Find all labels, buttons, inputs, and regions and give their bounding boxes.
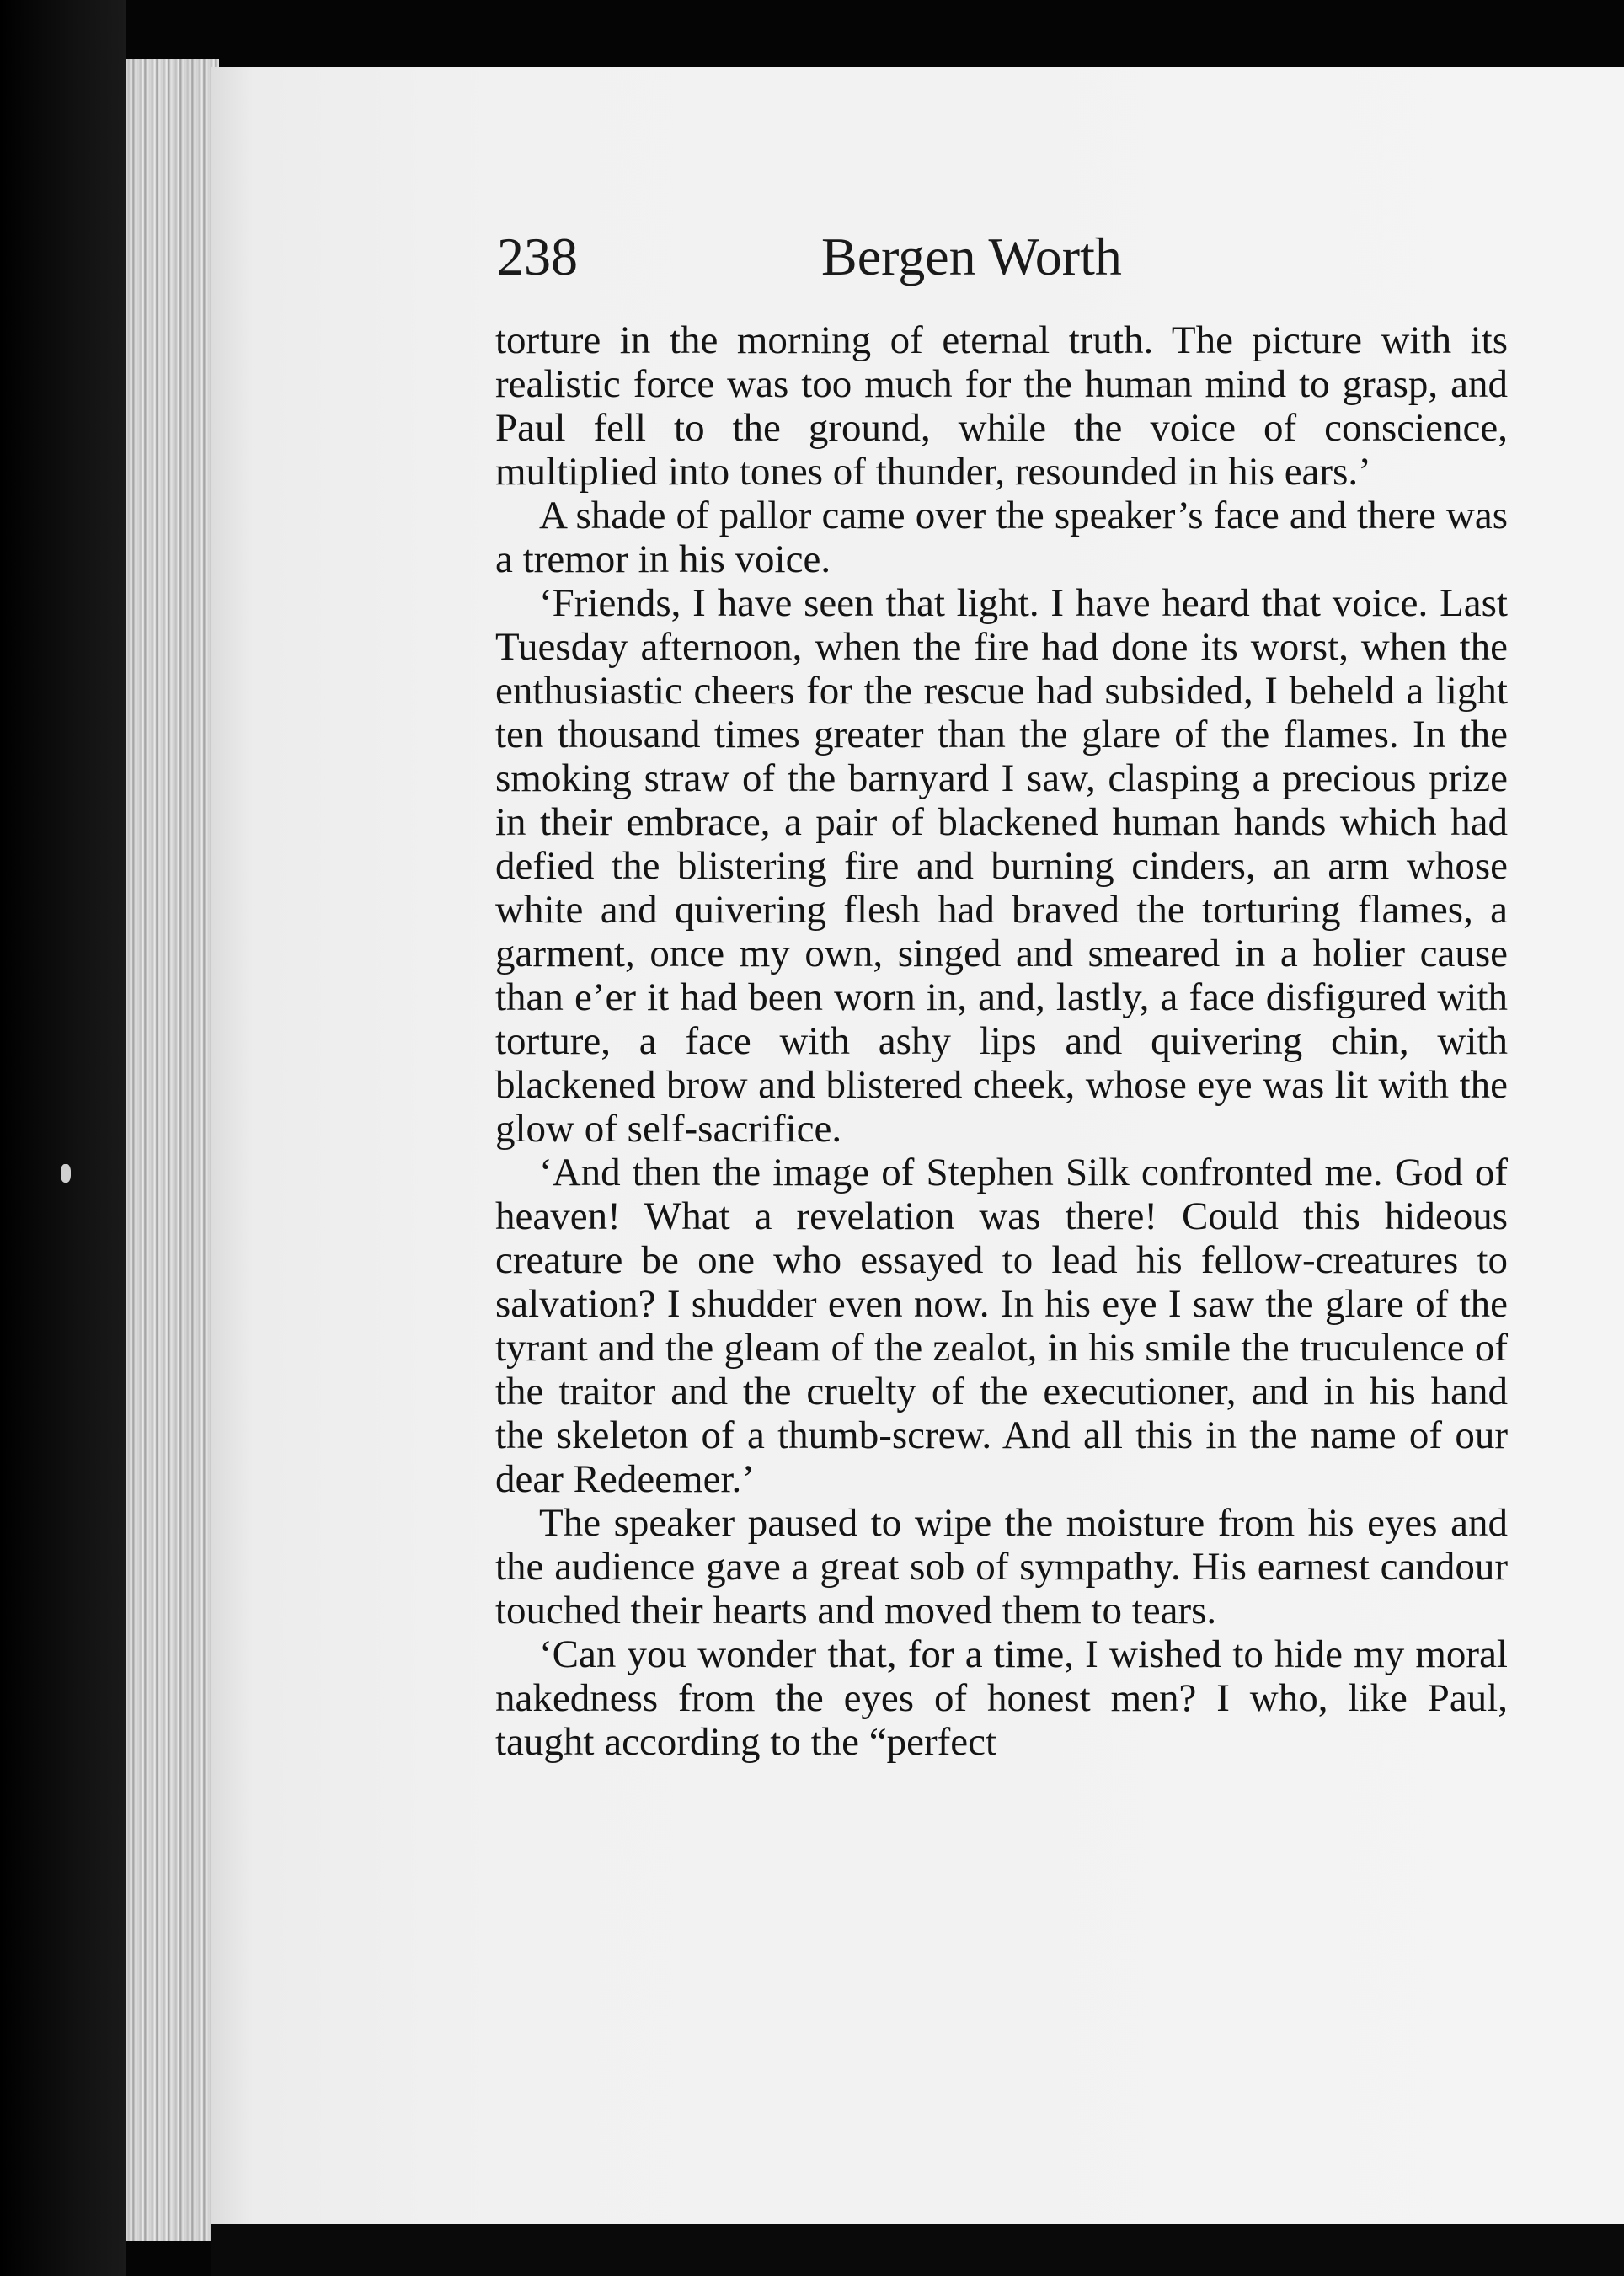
page-edges	[126, 59, 219, 2241]
running-head	[497, 226, 1508, 293]
paragraph: The speaker paused to wipe the moisture from his eyes and the audience gave a great sob of sympathy. His earnest candour touched their hearts and moved them to tears.	[495, 1501, 1508, 1632]
bottom-shadow	[211, 2224, 1624, 2276]
dust-speck	[61, 1164, 71, 1183]
page-number: 238	[497, 227, 578, 286]
book-spine-shadow	[0, 0, 126, 2276]
body-text	[495, 318, 1508, 1764]
paragraph: A shade of pallor came over the speaker’s face and there was a tremor in his voice.	[495, 494, 1508, 581]
paragraph: ‘And then the image of Stephen Silk confronted me. God of heaven! What a revelation was there! Could this hideous creature be one who essayed to lead his fellow-creatures to salvation? I shudder even now. In his eye I saw the glare of the tyrant and the gleam of the zealot, in his smile the truculence of the traitor and the cruelty of the executioner, and in his hand the skeleton of a thumb-screw. And all this in the name of our dear Redeemer.’	[495, 1151, 1508, 1501]
paragraph: ‘Friends, I have seen that light. I have heard that voice. Last Tuesday afternoon, when the fire had done its worst, when the enthusiastic cheers for the rescue had subsided, I beheld a light ten thousand times greater than the glare of the flames. In the smoking straw of the barnyard I saw, clasping a precious prize in their embrace, a pair of blackened human hands which had defied the blistering fire and burning cinders, an arm whose white and quivering flesh had braved the torturing flames, a garment, once my own, singed and smeared in a holier cause than e’er it had been worn in, and, lastly, a face disfigured with torture, a face with ashy lips and quivering chin, with blackened brow and blistered cheek, whose eye was lit with the glow of self-sacrifice.	[495, 581, 1508, 1151]
paragraph: torture in the morning of eternal truth. The picture with its realistic force was too much for the human mind to grasp, and Paul fell to the ground, while the voice of conscience, multiplied into tones of thunder, resounded in his ears.’	[495, 318, 1508, 494]
top-shadow	[126, 0, 1624, 67]
paragraph: ‘Can you wonder that, for a time, I wished to hide my moral nakedness from the eyes of honest men? I who, like Paul, taught according to the “perfect	[495, 1632, 1508, 1764]
book-title: Bergen Worth	[821, 227, 1122, 286]
